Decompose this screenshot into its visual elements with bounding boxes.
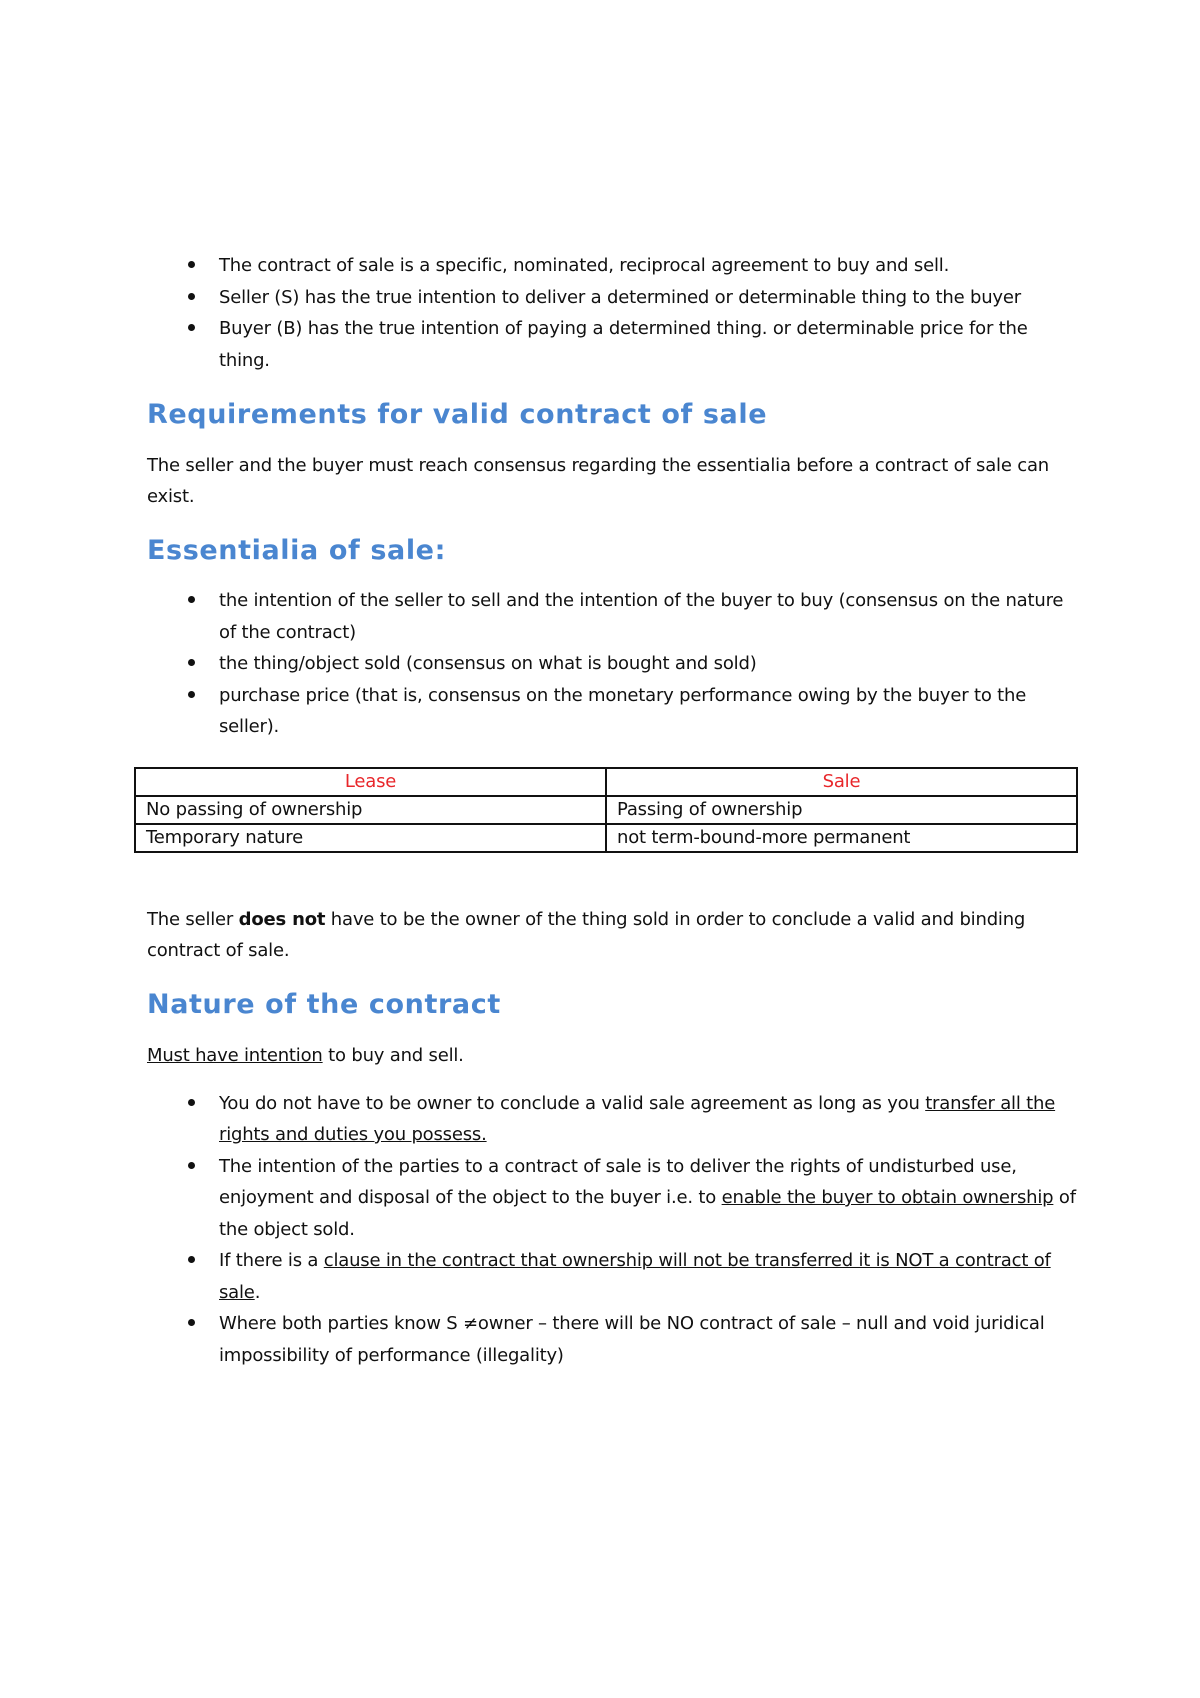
table-row bbox=[135, 796, 1077, 824]
table-cell: Passing of ownership bbox=[606, 796, 1077, 824]
nature-bullet-text: You do not have to be owner to conclude a valid sale agreement as long as you bbox=[219, 1092, 926, 1114]
list-item bbox=[147, 282, 1077, 314]
owner-note-text: The seller bbox=[147, 908, 239, 930]
bullet-icon bbox=[188, 1319, 195, 1326]
requirements-paragraph: The seller and the buyer must reach consensus regarding the essentialia before a contract of sale can exist. bbox=[147, 455, 1049, 507]
intro-bullet-text: Buyer (B) has the true intention of paying a determined thing. or determinable price for the thing. bbox=[219, 318, 1028, 371]
document-content bbox=[147, 250, 1077, 1371]
intro-bullet-text: Seller (S) has the true intention to deliver a determined or determinable thing to the buyer bbox=[219, 286, 1021, 308]
essentialia-bullet-list bbox=[147, 585, 1077, 743]
bullet-icon bbox=[188, 691, 195, 698]
intro-bullet-list bbox=[147, 250, 1077, 376]
bullet-icon bbox=[188, 659, 195, 666]
bullet-icon bbox=[188, 1162, 195, 1169]
list-item bbox=[147, 1245, 1077, 1308]
nature-bullet-list bbox=[147, 1088, 1077, 1372]
list-item bbox=[147, 680, 1077, 743]
list-item bbox=[147, 1308, 1077, 1371]
essentialia-bullet-text: purchase price (that is, consensus on the monetary performance owing by the buyer to the seller). bbox=[219, 684, 1027, 737]
list-item bbox=[147, 313, 1077, 376]
essentialia-heading: Essentialia of sale: bbox=[147, 535, 446, 566]
nature-bullet-text: . bbox=[254, 1281, 261, 1303]
table-header-sale: Sale bbox=[606, 768, 1077, 796]
lease-sale-table bbox=[134, 767, 1078, 853]
table-cell: No passing of ownership bbox=[135, 796, 606, 824]
table-cell: not term-bound-more permanent bbox=[606, 824, 1077, 852]
nature-bullet-text: If there is a bbox=[219, 1250, 324, 1271]
nature-intro-text: to buy and sell. bbox=[322, 1044, 464, 1066]
owner-note-text: have to be the owner of the thing sold in order to conclude a valid and binding contract of sale. bbox=[147, 908, 1026, 961]
bullet-icon bbox=[188, 293, 195, 300]
nature-bullet-text: of the object sold. bbox=[219, 1187, 1076, 1240]
essentialia-bullet-text: the thing/object sold (consensus on what is bought and sold) bbox=[219, 653, 757, 674]
bullet-icon bbox=[188, 1099, 195, 1106]
essentialia-bullet-text: the intention of the seller to sell and the intention of the buyer to buy (consensus on the nature of the contract) bbox=[219, 590, 1064, 643]
requirements-heading: Requirements for valid contract of sale bbox=[147, 399, 768, 430]
nature-heading: Nature of the contract bbox=[147, 988, 501, 1020]
table-header-lease: Lease bbox=[135, 768, 606, 796]
owner-note-bold: does not bbox=[238, 908, 326, 930]
intro-bullet-text: The contract of sale is a specific, nominated, reciprocal agreement to buy and sell. bbox=[219, 255, 950, 276]
owner-note-paragraph bbox=[147, 904, 1077, 966]
list-item bbox=[147, 585, 1077, 648]
list-item bbox=[147, 1088, 1077, 1151]
nature-bullet-text: Where both parties know S ≠owner – there will be NO contract of sale – null and void juridical impossibility of performance (illegality) bbox=[219, 1313, 1045, 1366]
bullet-icon bbox=[188, 261, 195, 268]
nature-intro-underlined: Must have intention bbox=[147, 1044, 323, 1066]
nature-bullet-underlined: enable the buyer to obtain ownership bbox=[721, 1187, 1054, 1208]
bullet-icon bbox=[188, 1256, 195, 1263]
table-header-row bbox=[135, 768, 1077, 796]
bullet-icon bbox=[188, 324, 195, 331]
list-item bbox=[147, 1151, 1077, 1246]
nature-bullet-underlined: clause in the contract that ownership will not be transferred it is NOT a contract of sale bbox=[219, 1250, 1051, 1303]
nature-bullet-underlined: transfer all the rights and duties you possess. bbox=[219, 1092, 1056, 1145]
table-cell: Temporary nature bbox=[135, 824, 606, 852]
table-row bbox=[135, 824, 1077, 852]
nature-bullet-text: The intention of the parties to a contract of sale is to deliver the rights of undisturbed use, enjoyment and disposal of the object to the buyer i.e. to bbox=[219, 1155, 1017, 1208]
list-item bbox=[147, 648, 1077, 680]
nature-intro-paragraph bbox=[147, 1040, 1077, 1071]
list-item bbox=[147, 250, 1077, 282]
bullet-icon bbox=[188, 596, 195, 603]
